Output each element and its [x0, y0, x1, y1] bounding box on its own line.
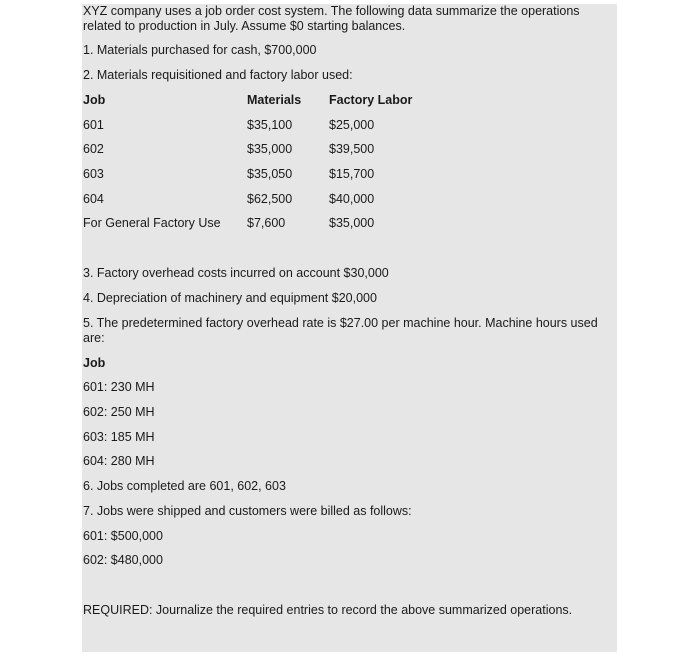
item-3: 3. Factory overhead costs incurred on account $30,000	[83, 266, 389, 280]
table-row-job: 602	[83, 142, 104, 156]
table-row-labor: $35,000	[329, 216, 375, 230]
table-row-labor: $40,000	[329, 192, 375, 206]
machine-hours-item: 603: 185 MH	[83, 430, 155, 444]
table-row-job: 603	[83, 167, 104, 181]
item-7: 7. Jobs were shipped and customers were billed as follows:	[83, 504, 412, 518]
table-row-materials: $35,000	[247, 142, 293, 156]
intro-text: XYZ company uses a job order cost system. The following data summarize the operations related to production in July. Assume $0 starting balances.	[83, 4, 580, 33]
table-row-labor: $39,500	[329, 142, 375, 156]
table-row-materials: $62,500	[247, 192, 293, 206]
item-6: 6. Jobs completed are 601, 602, 603	[83, 479, 286, 493]
table-header-materials: Materials	[247, 93, 302, 107]
table-row-materials: $7,600	[247, 216, 286, 230]
table-row-job: 601	[83, 118, 104, 132]
billing-item: 601: $500,000	[83, 529, 163, 543]
required-text: REQUIRED: Journalize the required entries to record the above summarized operations.	[83, 603, 573, 617]
table-row-materials: $35,100	[247, 118, 293, 132]
billing-item: 602: $480,000	[83, 553, 163, 567]
machine-hours-item: 601: 230 MH	[83, 380, 155, 394]
item-4: 4. Depreciation of machinery and equipment $20,000	[83, 291, 377, 305]
table-row-job: For General Factory Use	[83, 216, 221, 230]
machine-hours-header: Job	[83, 356, 106, 370]
item-5: 5. The predetermined factory overhead rate is $27.00 per machine hour. Machine hours used are:	[83, 316, 598, 345]
table-row-job: 604	[83, 192, 104, 206]
table-row-labor: $15,700	[329, 167, 375, 181]
machine-hours-item: 604: 280 MH	[83, 454, 155, 468]
table-row-labor: $25,000	[329, 118, 375, 132]
item-2: 2. Materials requisitioned and factory labor used:	[83, 68, 353, 82]
table-row-materials: $35,050	[247, 167, 293, 181]
table-header-labor: Factory Labor	[329, 93, 413, 107]
table-header-job: Job	[83, 93, 106, 107]
machine-hours-item: 602: 250 MH	[83, 405, 155, 419]
item-1: 1. Materials purchased for cash, $700,000	[83, 43, 317, 57]
